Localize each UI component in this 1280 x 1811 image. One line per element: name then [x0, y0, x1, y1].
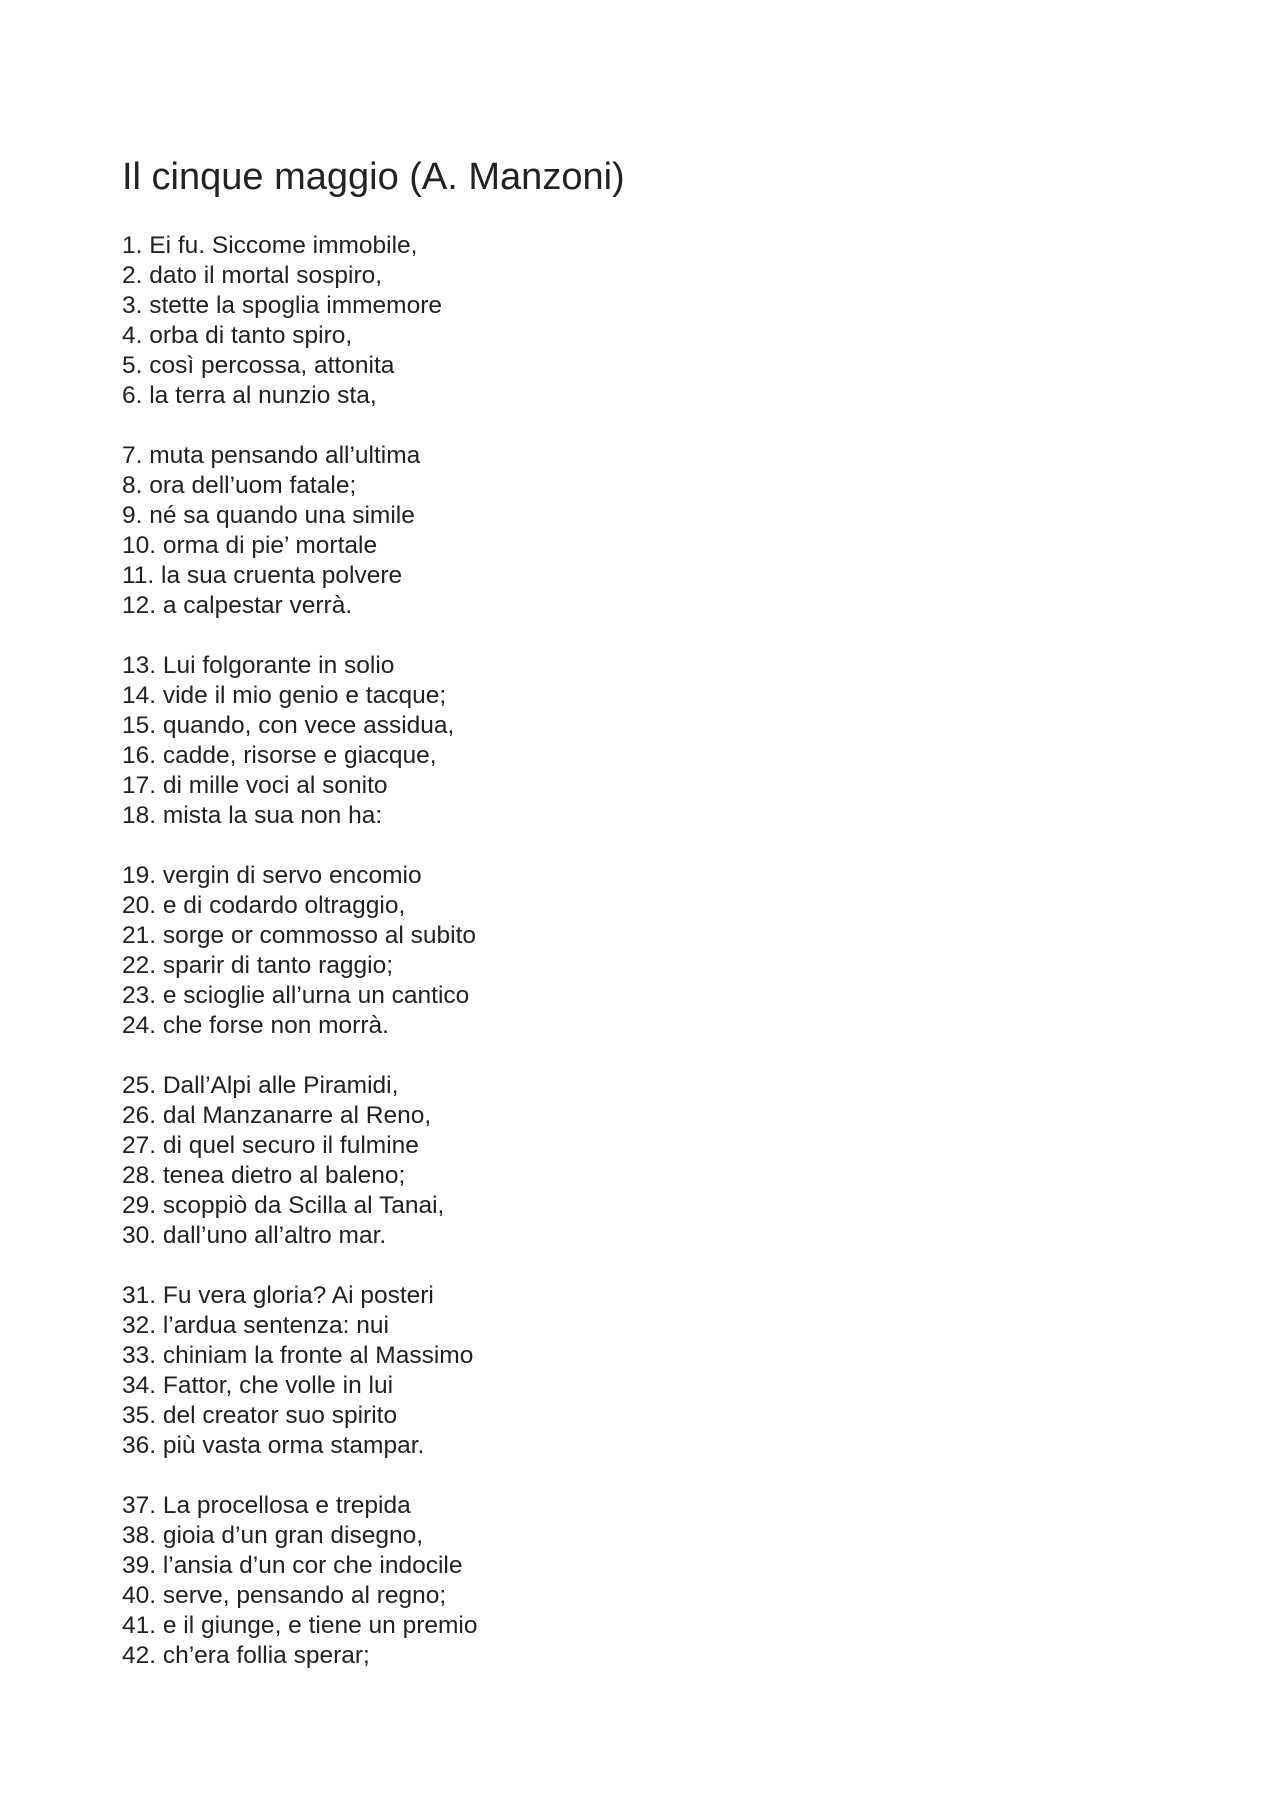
- verse-line: 27. di quel securo il fulmine: [122, 1132, 419, 1159]
- verse-line: 8. ora dell’uom fatale;: [122, 472, 357, 499]
- verse-line: 38. gioia d’un gran disegno,: [122, 1522, 424, 1549]
- verse-line: 24. che forse non morrà.: [122, 1012, 389, 1039]
- verse-line: 20. e di codardo oltraggio,: [122, 892, 406, 919]
- verse-line: 28. tenea dietro al baleno;: [122, 1162, 406, 1189]
- verse-line: 9. né sa quando una simile: [122, 502, 415, 529]
- verse-line: 33. chiniam la fronte al Massimo: [122, 1342, 474, 1369]
- verse-line: 22. sparir di tanto raggio;: [122, 952, 394, 979]
- verse-line: 21. sorge or commosso al subito: [122, 922, 477, 949]
- stanza: [122, 441, 1022, 621]
- verse-line: 30. dall’uno all’altro mar.: [122, 1222, 387, 1249]
- verse-line: 18. mista la sua non ha:: [122, 802, 383, 829]
- verse-line: 17. di mille voci al sonito: [122, 772, 388, 799]
- verse-line: 36. più vasta orma stampar.: [122, 1432, 425, 1459]
- verse-line: 37. La procellosa e trepida: [122, 1492, 411, 1519]
- verse-line: 1. Ei fu. Siccome immobile,: [122, 232, 418, 259]
- verse-line: 4. orba di tanto spiro,: [122, 322, 353, 349]
- verse-line: 40. serve, pensando al regno;: [122, 1582, 447, 1609]
- verse-line: 11. la sua cruenta polvere: [122, 562, 403, 589]
- verse-line: 42. ch’era follia sperar;: [122, 1642, 370, 1669]
- stanza: [122, 651, 1022, 831]
- verse-line: 25. Dall’Alpi alle Piramidi,: [122, 1072, 399, 1099]
- verse-line: 16. cadde, risorse e giacque,: [122, 742, 437, 769]
- verse-line: 13. Lui folgorante in solio: [122, 652, 395, 679]
- verse-line: 32. l’ardua sentenza: nui: [122, 1312, 389, 1339]
- stanza: [122, 1281, 1022, 1461]
- verse-line: 35. del creator suo spirito: [122, 1402, 398, 1429]
- verse-line: 5. così percossa, attonita: [122, 352, 395, 379]
- verse-line: 26. dal Manzanarre al Reno,: [122, 1102, 432, 1129]
- verse-line: 19. vergin di servo encomio: [122, 862, 422, 889]
- verse-line: 14. vide il mio genio e tacque;: [122, 682, 447, 709]
- verse-line: 3. stette la spoglia immemore: [122, 292, 442, 319]
- stanza: [122, 1071, 1022, 1251]
- stanza: [122, 861, 1022, 1041]
- verse-line: 15. quando, con vece assidua,: [122, 712, 455, 739]
- verse-line: 7. muta pensando all’ultima: [122, 442, 421, 469]
- verse-line: 39. l’ansia d’un cor che indocile: [122, 1552, 463, 1579]
- poem-body: [122, 231, 1022, 1701]
- stanza: [122, 231, 1022, 411]
- verse-line: 2. dato il mortal sospiro,: [122, 262, 383, 289]
- page-title: Il cinque maggio (A. Manzoni): [122, 156, 625, 198]
- verse-line: 23. e scioglie all’urna un cantico: [122, 982, 470, 1009]
- verse-line: 12. a calpestar verrà.: [122, 592, 353, 619]
- verse-line: 41. e il giunge, e tiene un premio: [122, 1612, 478, 1639]
- verse-line: 31. Fu vera gloria? Ai posteri: [122, 1282, 434, 1309]
- verse-line: 34. Fattor, che volle in lui: [122, 1372, 394, 1399]
- verse-line: 10. orma di pie’ mortale: [122, 532, 378, 559]
- verse-line: 29. scoppiò da Scilla al Tanai,: [122, 1192, 445, 1219]
- stanza: [122, 1491, 1022, 1671]
- verse-line: 6. la terra al nunzio sta,: [122, 382, 377, 409]
